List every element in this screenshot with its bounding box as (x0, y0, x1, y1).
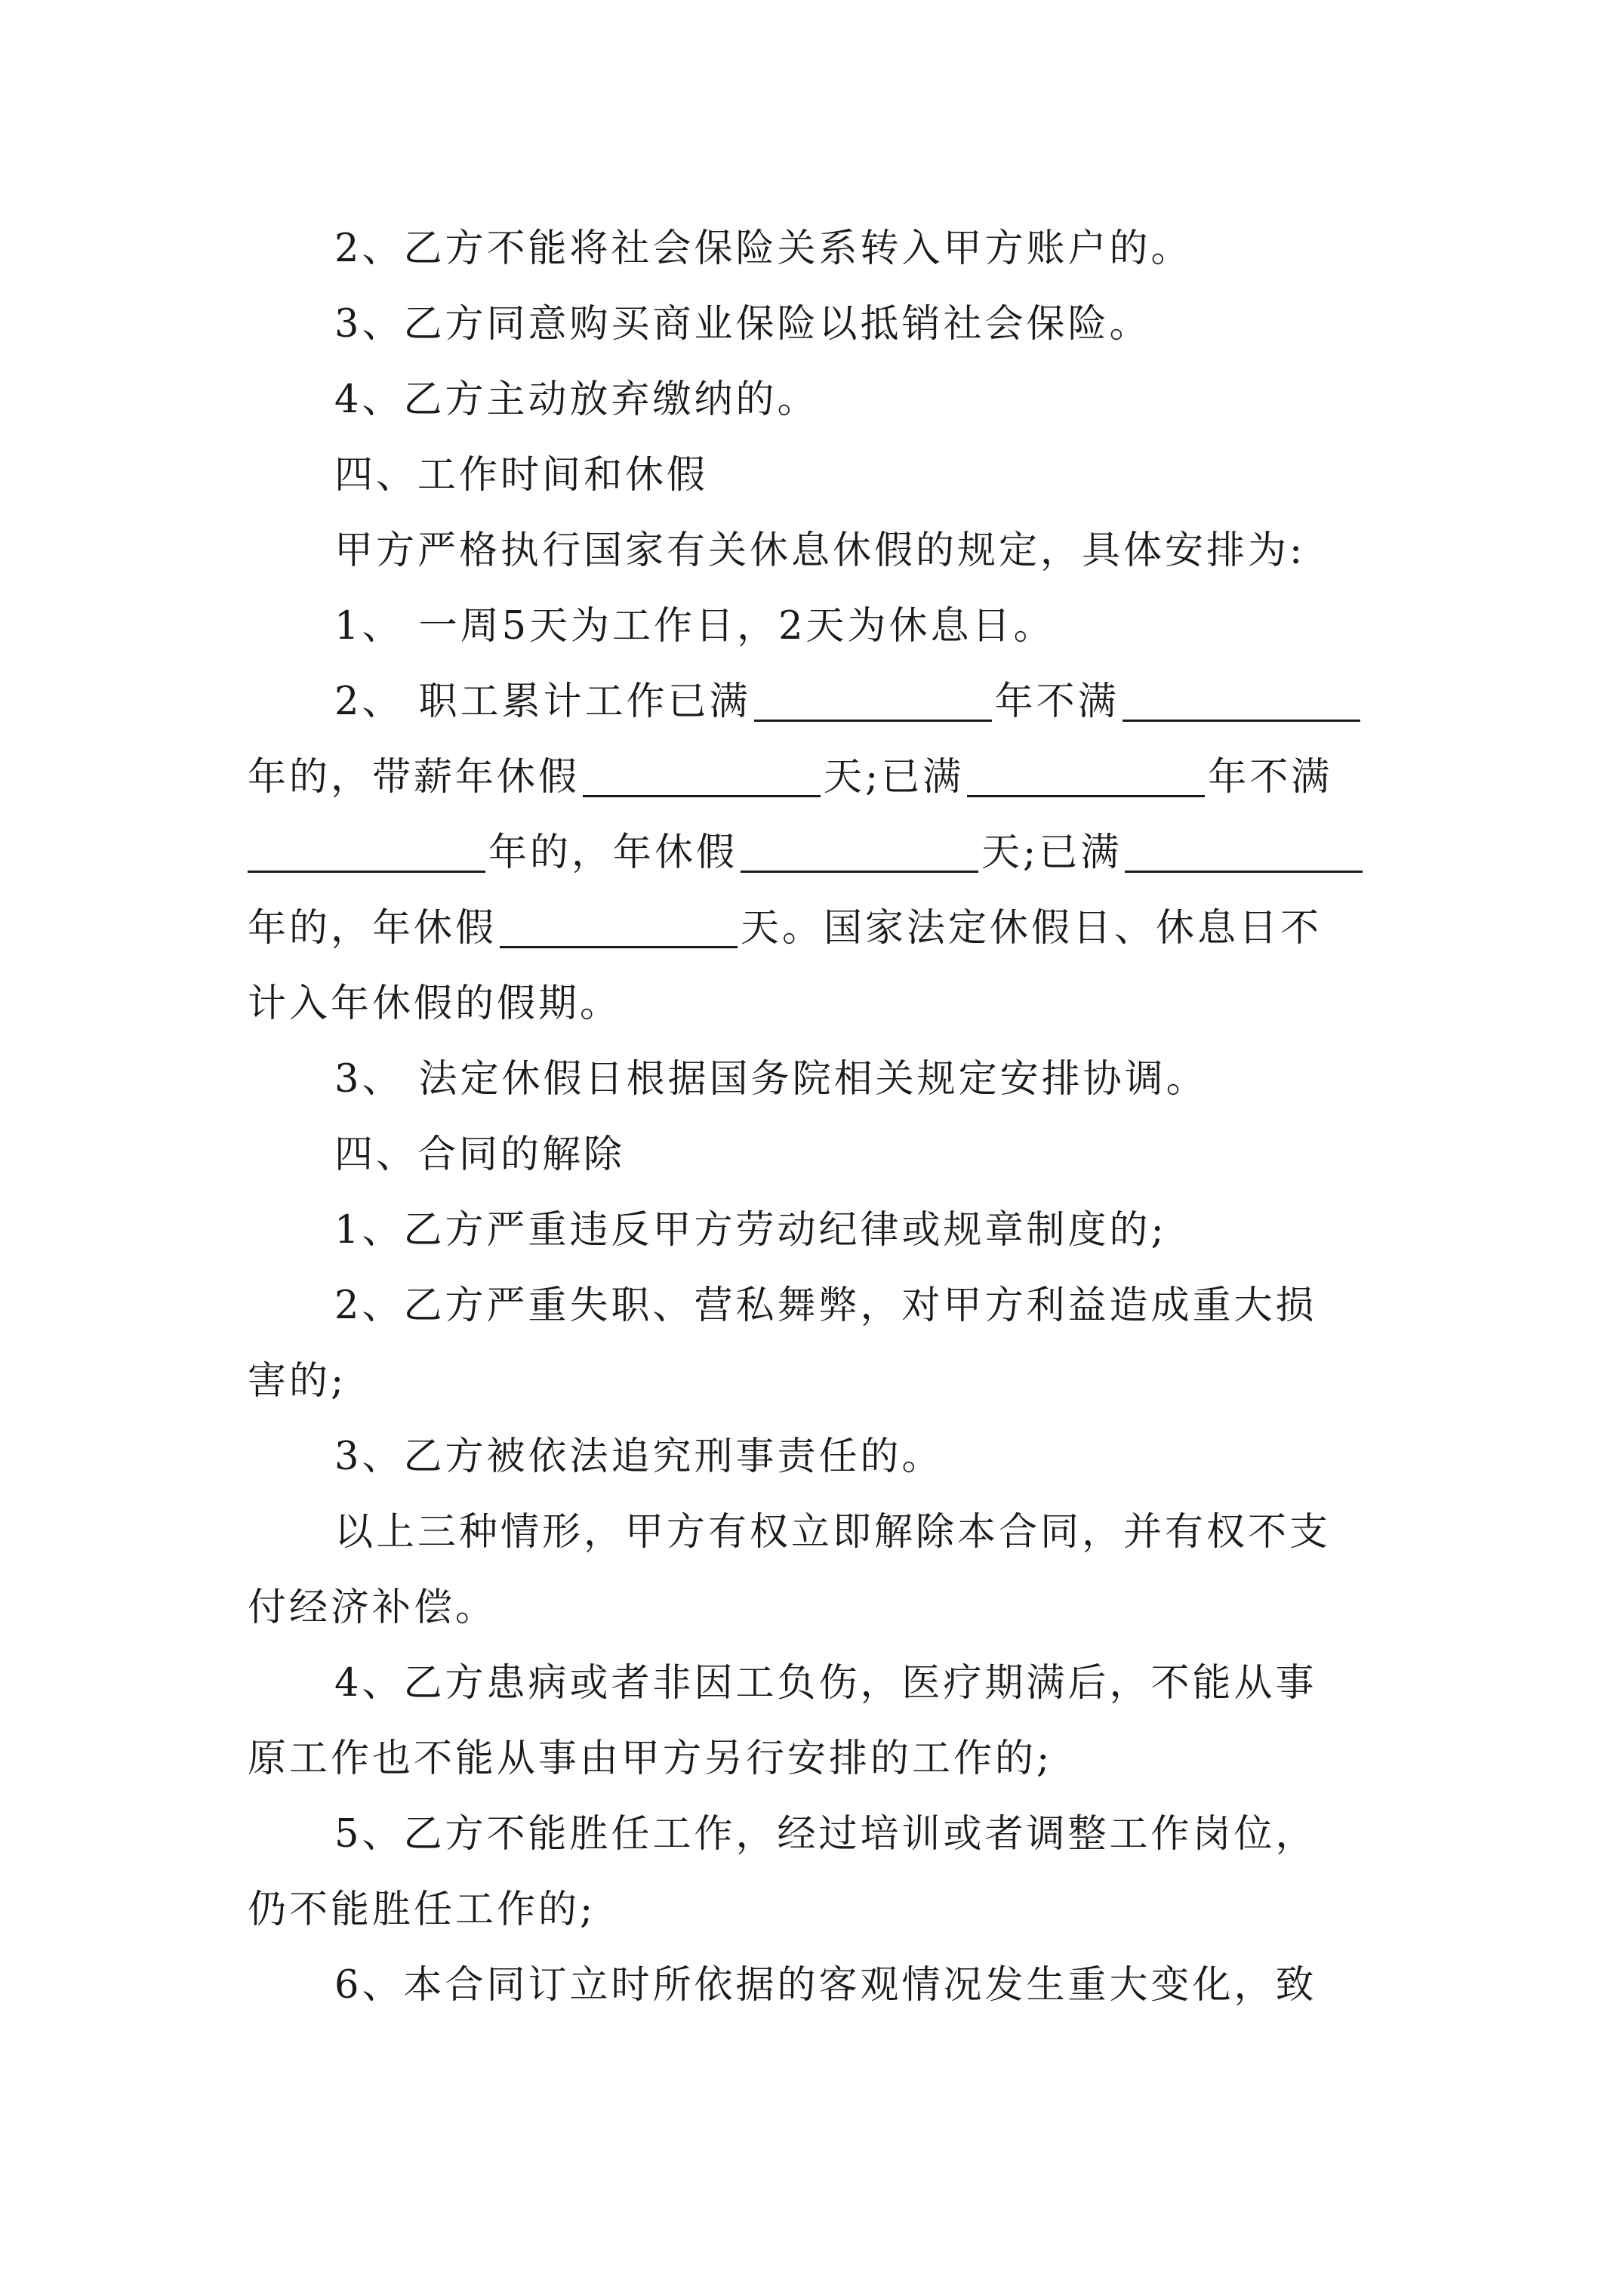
section-heading: 四、合同的解除 (334, 1133, 626, 1177)
text-line: 害的; (248, 1359, 347, 1404)
text-segment: 天;已满 (824, 755, 965, 800)
text-segment: 年的，年休假 (248, 906, 497, 951)
text-line-with-blanks (248, 740, 1380, 815)
text-line-with-blanks (248, 891, 1380, 966)
text-line: 3、乙方被依法追究刑事责任的。 (334, 1435, 944, 1479)
text-line: 付经济补偿。 (248, 1586, 497, 1630)
text-line: 1、 一周5天为工作日，2天为休息日。 (334, 604, 1055, 649)
fill-in-blank[interactable] (741, 825, 978, 873)
text-segment: 天。国家法定休假日、休息日不 (741, 906, 1323, 951)
fill-in-blank[interactable] (500, 901, 738, 948)
text-line: 4、乙方患病或者非因工负伤，医疗期满后，不能从事 (334, 1661, 1317, 1706)
text-segment: 2、 职工累计工作已满 (334, 680, 751, 724)
fill-in-blank[interactable] (248, 825, 485, 873)
text-line: 5、乙方不能胜任工作，经过培训或者调整工作岗位， (334, 1812, 1317, 1857)
fill-in-blank[interactable] (1125, 825, 1363, 873)
text-line: 1、乙方严重违反甲方劳动纪律或规章制度的; (334, 1208, 1167, 1253)
text-segment: 年的，带薪年休假 (248, 755, 581, 800)
text-line-with-blanks (248, 815, 1380, 891)
text-line: 计入年休假的假期。 (248, 982, 622, 1026)
text-line: 4、乙方主动放弃缴纳的。 (334, 378, 819, 422)
text-line: 2、乙方严重失职、营私舞弊，对甲方利益造成重大损 (334, 1284, 1317, 1328)
document-body (248, 211, 1380, 2023)
text-segment: 年的，年休假 (488, 831, 738, 875)
text-segment: 天;已满 (981, 831, 1123, 875)
text-line: 2、乙方不能将社会保险关系转入甲方账户的。 (334, 227, 1193, 271)
text-line: 6、本合同订立时所依据的客观情况发生重大变化，致 (334, 1963, 1317, 2008)
text-line: 3、乙方同意购买商业保险以抵销社会保险。 (334, 302, 1151, 347)
text-line: 以上三种情形，甲方有权立即解除本合同，并有权不支 (334, 1510, 1332, 1555)
text-line: 3、 法定休假日根据国务院相关规定安排协调。 (334, 1057, 1208, 1102)
text-line: 甲方严格执行国家有关休息休假的规定，具体安排为: (334, 529, 1306, 573)
text-line-with-blanks (248, 664, 1380, 740)
text-line: 原工作也不能从事由甲方另行安排的工作的; (248, 1737, 1053, 1781)
fill-in-blank[interactable] (1123, 674, 1360, 722)
fill-in-blank[interactable] (967, 750, 1205, 797)
text-segment: 年不满 (1208, 755, 1333, 800)
fill-in-blank[interactable] (754, 674, 992, 722)
section-heading: 四、工作时间和休假 (334, 453, 709, 498)
text-segment: 年不满 (994, 680, 1119, 724)
text-line: 仍不能胜任工作的; (248, 1888, 596, 1932)
fill-in-blank[interactable] (583, 750, 821, 797)
